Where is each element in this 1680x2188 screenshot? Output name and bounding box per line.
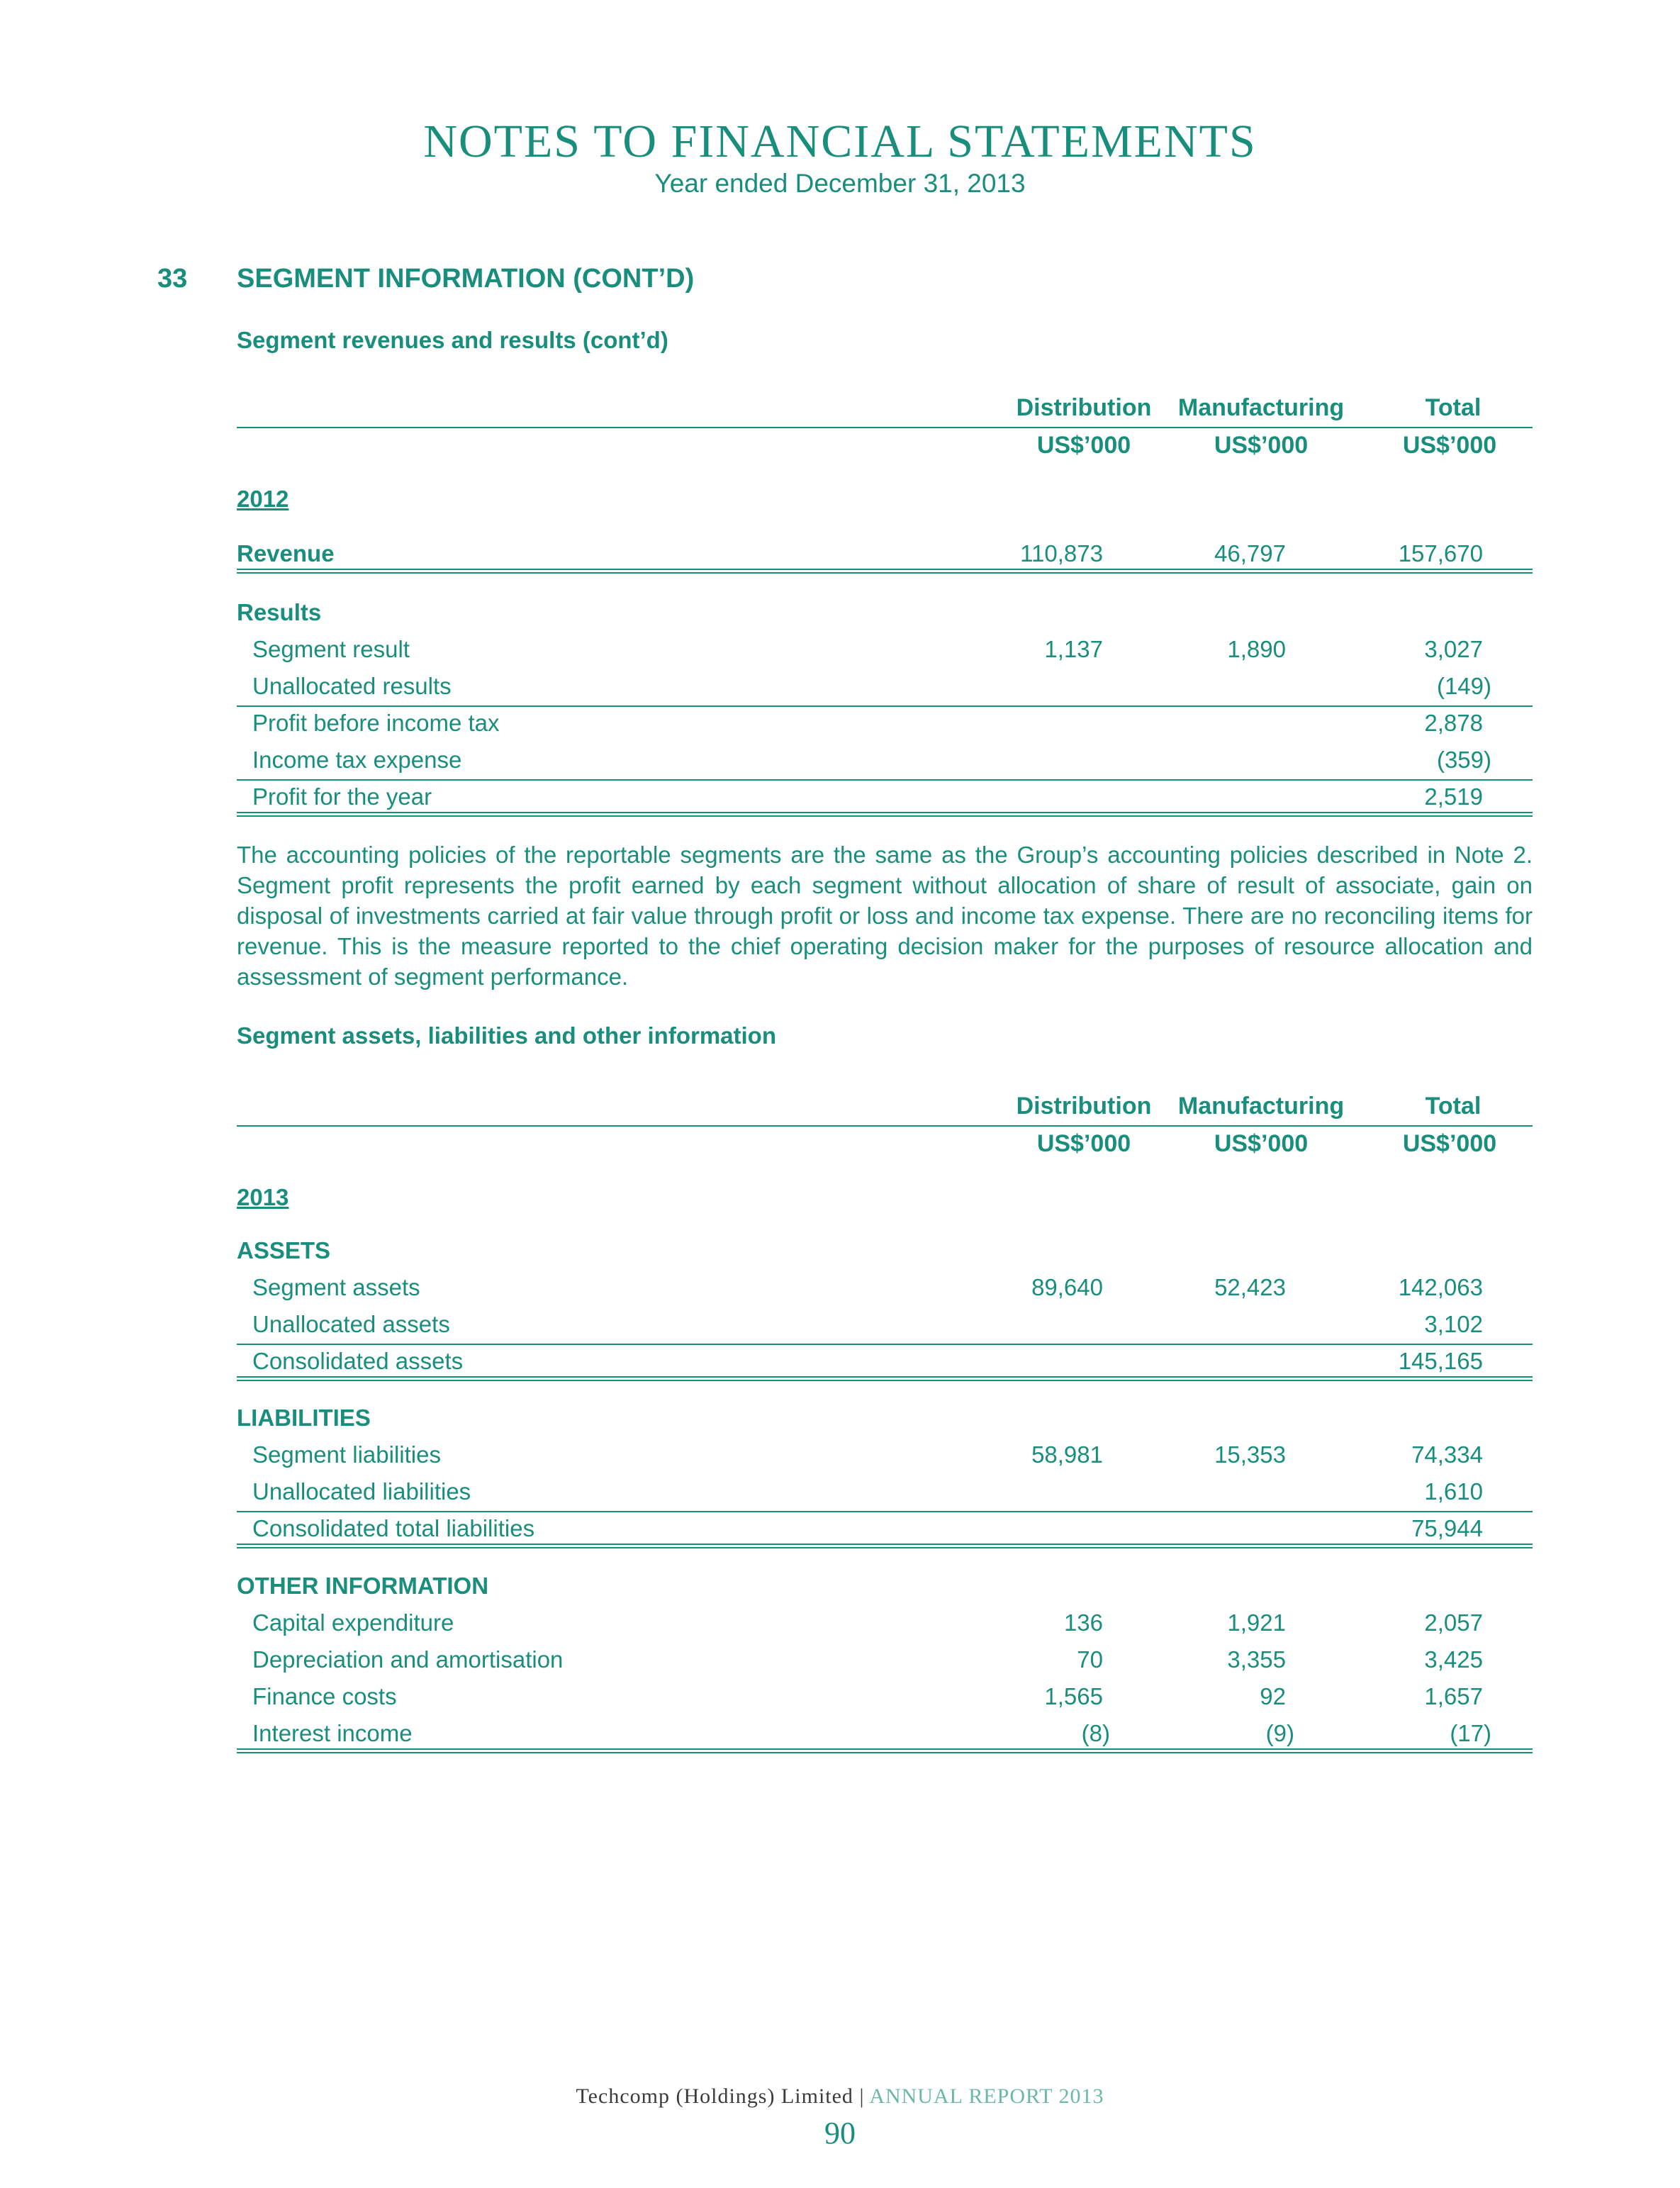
cell-distribution: 70: [1077, 1646, 1103, 1673]
column-header-distribution: Distribution: [1016, 394, 1152, 421]
cell-distribution: 110,873: [1020, 540, 1103, 566]
cell-manufacturing: 52,423: [1214, 1274, 1286, 1300]
double-rule: [237, 812, 1533, 817]
cell-total: 74,334: [1411, 1441, 1483, 1468]
double-rule: [237, 1748, 1533, 1753]
cell-distribution: 136: [1063, 1609, 1103, 1636]
row-label: Segment assets: [252, 1274, 420, 1300]
year-label: 2013: [237, 1184, 289, 1210]
row-label: Consolidated assets: [252, 1348, 464, 1374]
cell-total: 1,610: [1424, 1478, 1483, 1505]
segment-assets-table: [237, 1088, 1533, 1769]
cell-total: 2,057: [1424, 1609, 1483, 1636]
row-label: Profit for the year: [252, 783, 432, 810]
unit-header-total: US$’000: [1402, 432, 1497, 459]
cell-total: 142,063: [1398, 1274, 1483, 1300]
liabilities-label: LIABILITIES: [237, 1405, 371, 1431]
row-label: Profit before income tax: [252, 710, 500, 736]
cell-total: 3,425: [1424, 1646, 1483, 1673]
other-information-label: OTHER INFORMATION: [237, 1573, 489, 1599]
cell-manufacturing: 15,353: [1214, 1441, 1286, 1468]
cell-manufacturing: 92: [1260, 1683, 1286, 1709]
table1-heading: Segment revenues and results (cont’d): [237, 327, 668, 353]
cell-total: 75,944: [1411, 1515, 1483, 1541]
double-rule: [237, 1544, 1533, 1548]
unit-header-total: US$’000: [1402, 1130, 1497, 1157]
unit-header-distribution: US$’000: [1036, 1130, 1131, 1157]
subtotal-rule: [237, 1511, 1533, 1512]
results-label: Results: [237, 599, 322, 625]
header-rule: [237, 427, 1533, 428]
year-label: 2012: [237, 486, 289, 512]
row-label: Consolidated total liabilities: [252, 1515, 535, 1541]
table-row: [237, 1274, 1533, 1311]
row-label: Unallocated assets: [252, 1311, 450, 1337]
column-header-distribution: Distribution: [1016, 1093, 1152, 1120]
subtotal-rule: [237, 1344, 1533, 1345]
column-header-total: Total: [1425, 1093, 1482, 1120]
table-row: [237, 710, 1533, 747]
cell-manufacturing: 46,797: [1214, 540, 1286, 566]
footer: [0, 2084, 1680, 2109]
table2-heading: Segment assets, liabilities and other information: [237, 1022, 776, 1049]
cell-manufacturing: (9): [1265, 1720, 1294, 1746]
cell-distribution: 58,981: [1031, 1441, 1103, 1468]
row-label: Segment liabilities: [252, 1441, 441, 1468]
table-row: [237, 1478, 1533, 1515]
segment-results-table: [237, 390, 1533, 830]
section-number: 33: [157, 264, 188, 294]
cell-total: 1,657: [1424, 1683, 1483, 1709]
column-header-manufacturing: Manufacturing: [1177, 1093, 1345, 1120]
row-label: Unallocated results: [252, 673, 452, 699]
row-label: Segment result: [252, 636, 410, 662]
unit-header-distribution: US$’000: [1036, 432, 1131, 459]
cell-distribution: 1,565: [1044, 1683, 1103, 1709]
cell-total: 3,102: [1424, 1311, 1483, 1337]
row-label: Revenue: [237, 540, 335, 566]
cell-total: 3,027: [1424, 636, 1483, 662]
table-row: [237, 1311, 1533, 1348]
page-subtitle: Year ended December 31, 2013: [654, 169, 1026, 198]
row-label: Depreciation and amortisation: [252, 1646, 564, 1673]
assets-label: ASSETS: [237, 1237, 331, 1263]
cell-distribution: (8): [1081, 1720, 1110, 1746]
table-row: [237, 1683, 1533, 1720]
cell-total: 2,878: [1424, 710, 1483, 736]
cell-total: (17): [1450, 1720, 1491, 1746]
row-label: Income tax expense: [252, 747, 462, 773]
cell-manufacturing: 1,921: [1227, 1609, 1286, 1636]
row-label: Unallocated liabilities: [252, 1478, 471, 1505]
row-label: Interest income: [252, 1720, 413, 1746]
column-header-total: Total: [1425, 394, 1482, 421]
subtotal-rule: [237, 705, 1533, 707]
cell-manufacturing: 1,890: [1227, 636, 1286, 662]
footer-company: Techcomp (Holdings) Limited: [576, 2084, 853, 2108]
cell-distribution: 1,137: [1044, 636, 1103, 662]
cell-total: 157,670: [1398, 540, 1483, 566]
double-rule: [237, 1376, 1533, 1381]
table-row: [237, 636, 1533, 673]
table-row: [237, 1646, 1533, 1683]
cell-total: (149): [1436, 673, 1491, 699]
row-label: Finance costs: [252, 1683, 397, 1709]
subtotal-rule: [237, 779, 1533, 781]
footer-report: ANNUAL REPORT 2013: [869, 2084, 1104, 2108]
row-label: Capital expenditure: [252, 1609, 454, 1636]
double-rule: [237, 569, 1533, 574]
column-header-manufacturing: Manufacturing: [1177, 394, 1345, 421]
table-row: [237, 1441, 1533, 1478]
cell-total: 2,519: [1424, 783, 1483, 810]
table-row: [237, 673, 1533, 710]
cell-distribution: 89,640: [1031, 1274, 1103, 1300]
table-row: [237, 1609, 1533, 1646]
cell-manufacturing: 3,355: [1227, 1646, 1286, 1673]
accounting-policy-paragraph: The accounting policies of the reportable segments are the same as the Group’s accounting policies described in Note 2. Segment profit represents the profit earned by each segment without allocation of share of result of associate, gain on disposal of investments carried at fair value through profit or loss and income tax expense. There are no reconciling items for revenue. This is the measure reported to the chief operating decision maker for the purposes of resource allocation and assessment of segment performance.: [237, 842, 1533, 990]
page-number: 90: [824, 2116, 856, 2150]
section-title: SEGMENT INFORMATION (CONT’D): [237, 264, 695, 294]
unit-header-manufacturing: US$’000: [1214, 432, 1309, 459]
cell-total: (359): [1436, 747, 1491, 773]
table-row: [237, 747, 1533, 783]
unit-header-manufacturing: US$’000: [1214, 1130, 1309, 1157]
header-rule: [237, 1125, 1533, 1127]
footer-separator: |: [859, 2084, 865, 2108]
page-title: NOTES TO FINANCIAL STATEMENTS: [423, 116, 1257, 167]
cell-total: 145,165: [1398, 1348, 1483, 1374]
